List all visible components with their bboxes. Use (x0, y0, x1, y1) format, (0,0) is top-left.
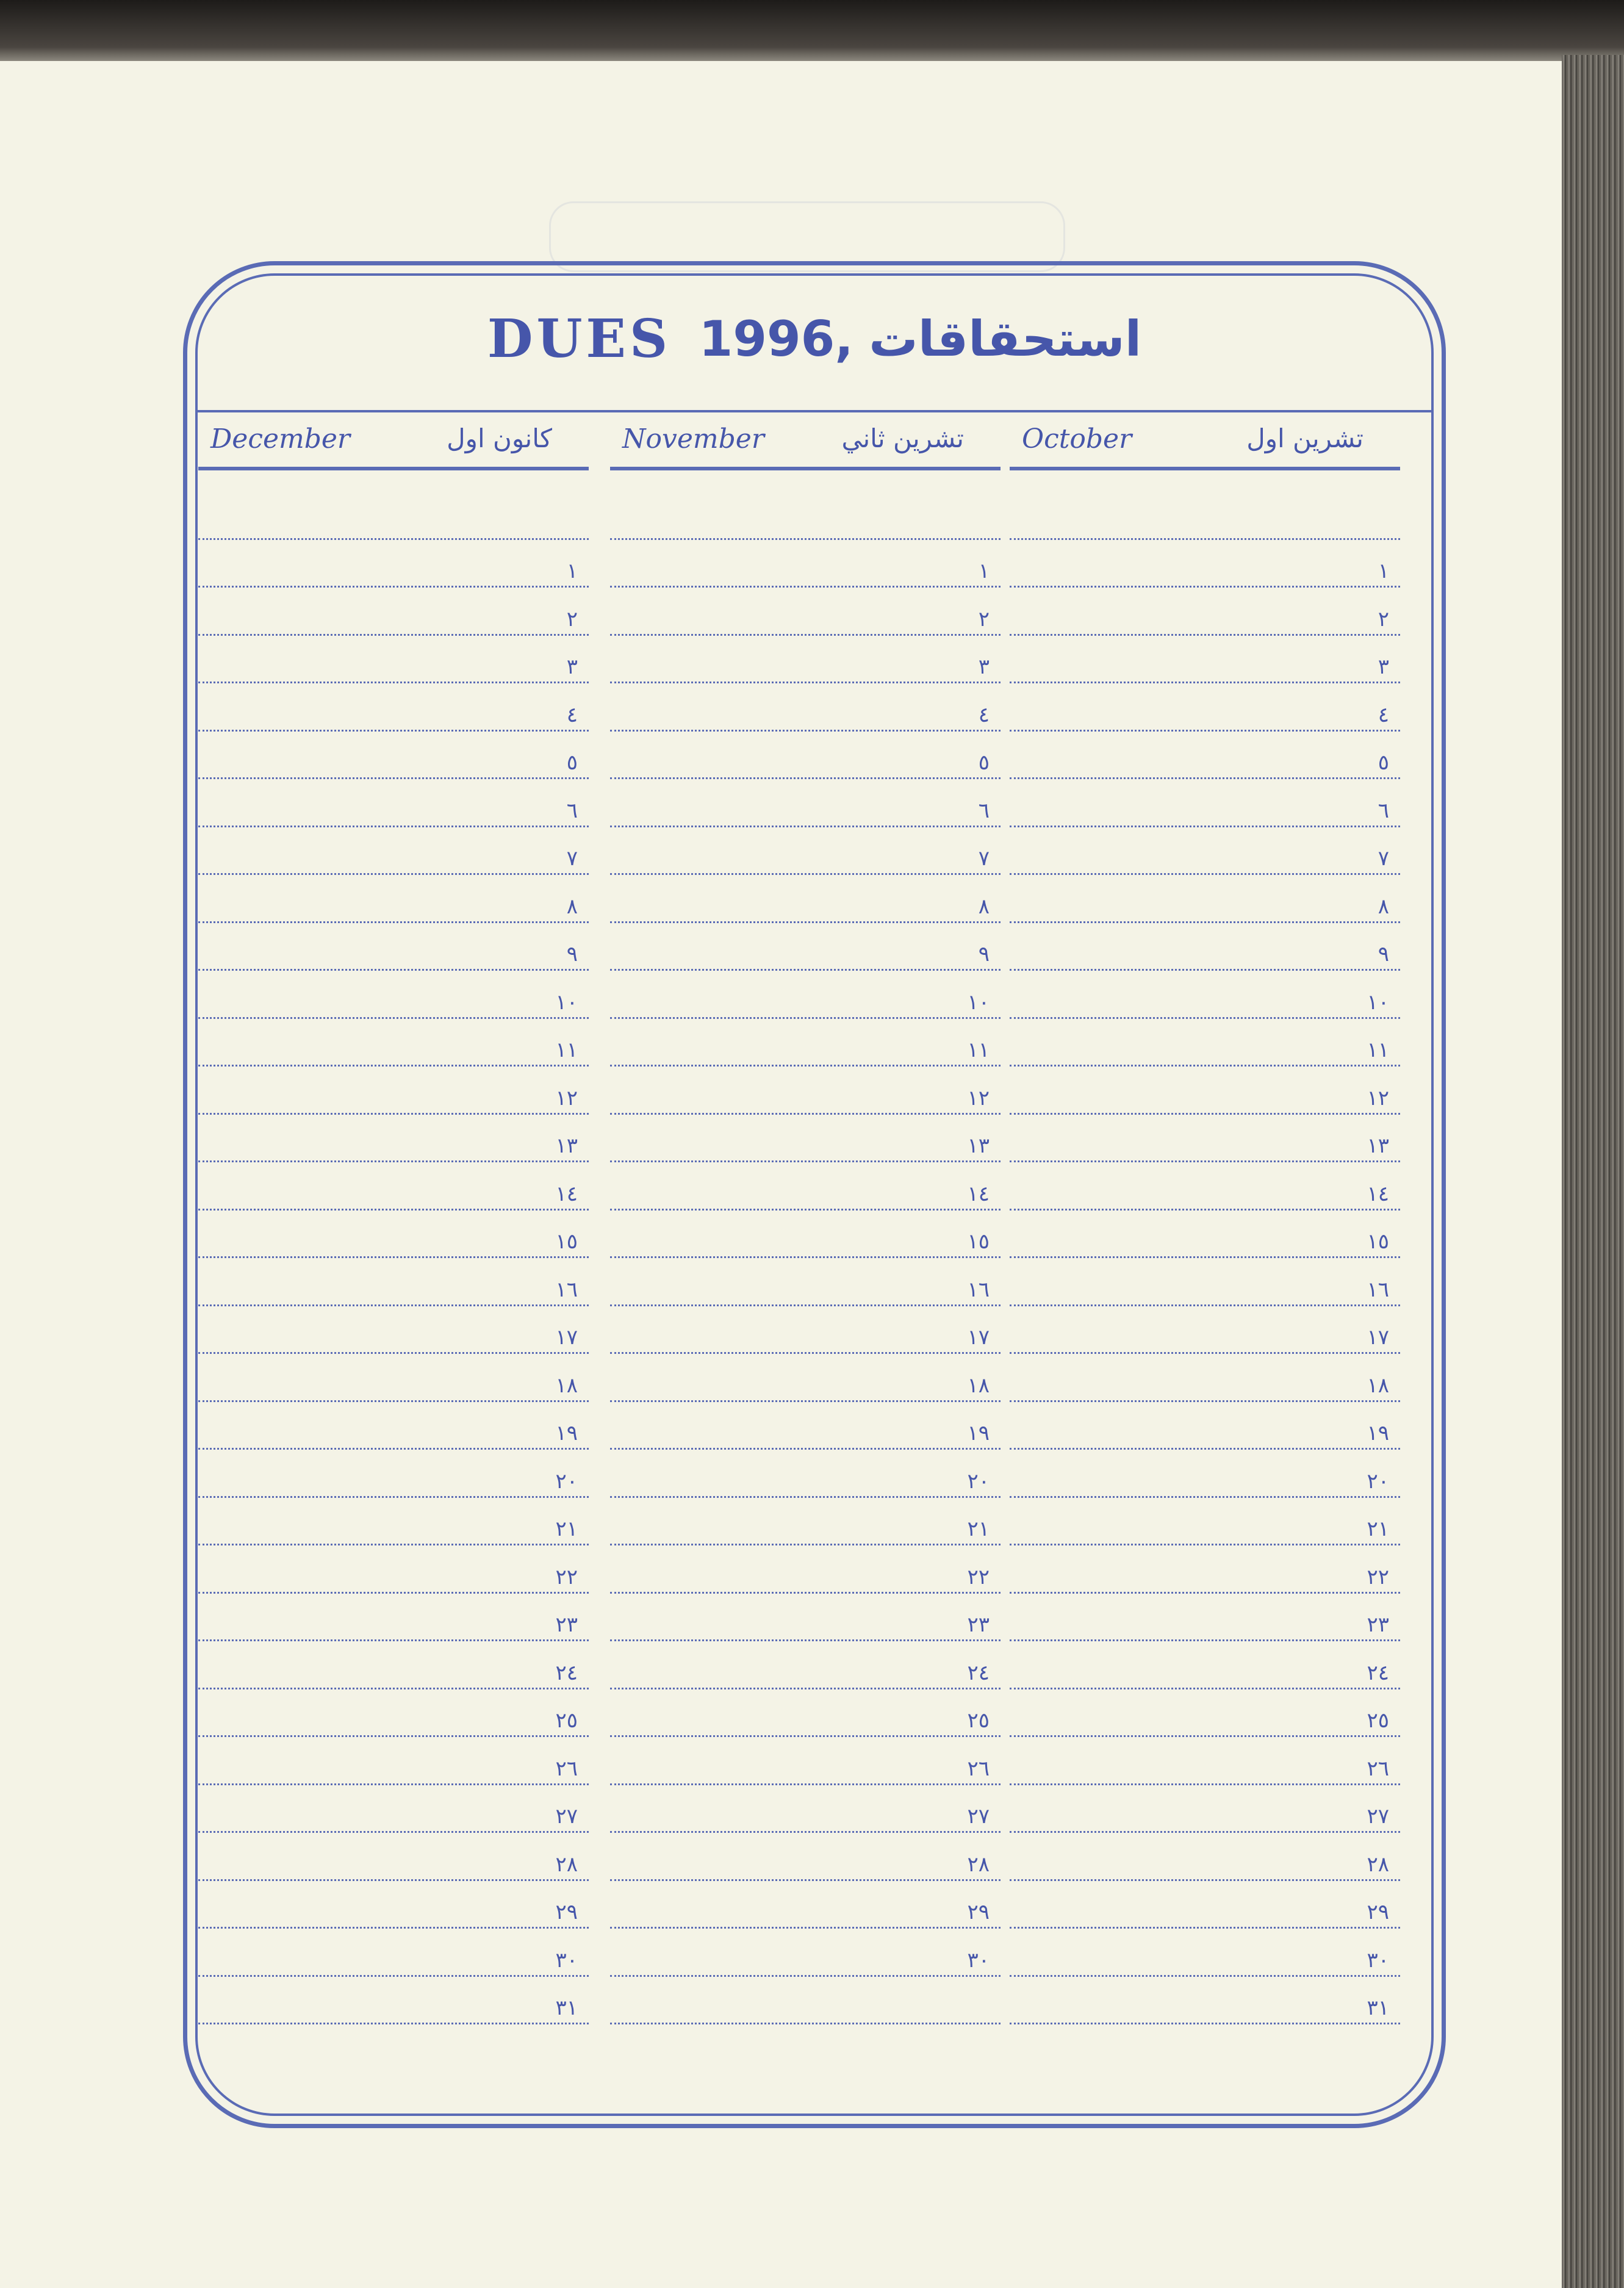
day-number: ٦ (978, 798, 990, 823)
day-row[interactable] (610, 1785, 1001, 1833)
day-row[interactable] (1010, 875, 1400, 923)
page-edge (1562, 55, 1624, 2288)
day-row[interactable] (1010, 540, 1400, 588)
day-row[interactable] (610, 1498, 1001, 1546)
day-number: ٣ (978, 655, 990, 679)
day-number: ٢٥ (1367, 1708, 1389, 1733)
month-header (198, 415, 589, 470)
day-row[interactable] (610, 1929, 1001, 1977)
day-row[interactable] (610, 492, 1001, 540)
day-number: ٧ (978, 846, 990, 871)
day-number: ٥ (1378, 750, 1389, 775)
day-row[interactable] (610, 1354, 1001, 1402)
day-number: ٧ (566, 846, 578, 871)
day-number: ١٨ (1367, 1373, 1389, 1398)
month-arabic: تشرين ثاني (841, 423, 964, 453)
day-number: ١٣ (967, 1134, 990, 1158)
day-row[interactable] (198, 827, 589, 876)
day-row[interactable] (198, 1498, 589, 1546)
day-number: ٦ (1378, 798, 1389, 823)
day-row[interactable] (1010, 1115, 1400, 1163)
day-row[interactable] (1010, 1162, 1400, 1211)
day-row[interactable] (610, 1594, 1001, 1642)
day-row[interactable] (198, 1641, 589, 1689)
day-row[interactable] (1010, 1211, 1400, 1259)
day-number: ٢٠ (1367, 1469, 1389, 1494)
day-row[interactable] (198, 1929, 589, 1977)
day-number: ٨ (566, 894, 578, 919)
day-number: ٤ (1378, 702, 1389, 727)
day-number: ١٩ (967, 1421, 990, 1445)
day-row[interactable] (198, 1019, 589, 1067)
day-row[interactable] (1010, 1258, 1400, 1306)
day-rows (610, 492, 1001, 2024)
day-row[interactable] (610, 588, 1001, 636)
day-number: ١٦ (555, 1277, 578, 1302)
day-number: ٢١ (1367, 1517, 1389, 1541)
day-row[interactable] (198, 1450, 589, 1498)
header-rule (196, 410, 1432, 412)
day-number: ١١ (555, 1038, 578, 1062)
title-year: 1996, (699, 311, 853, 367)
day-row[interactable] (198, 1258, 589, 1306)
day-row[interactable] (610, 1211, 1001, 1259)
day-row[interactable] (610, 1641, 1001, 1689)
day-row[interactable] (610, 1115, 1001, 1163)
day-row[interactable] (198, 1785, 589, 1833)
day-number: ٢ (978, 606, 990, 631)
month-arabic: تشرين اول (1246, 423, 1364, 453)
day-row[interactable] (610, 779, 1001, 827)
day-number: ٢٠ (967, 1469, 990, 1494)
day-number: ٢٨ (555, 1852, 578, 1877)
day-number: ٣١ (555, 1996, 578, 2020)
day-row[interactable] (1010, 971, 1400, 1019)
month-english: October (1022, 423, 1132, 455)
day-number: ٣٠ (967, 1948, 990, 1973)
day-number: ٢٩ (967, 1900, 990, 1924)
day-row[interactable] (1010, 1977, 1400, 2025)
month-header (1010, 415, 1400, 470)
day-number: ٩ (978, 942, 990, 966)
day-number: ١٤ (1367, 1181, 1389, 1206)
day-row[interactable] (610, 636, 1001, 684)
day-number: ٢١ (555, 1517, 578, 1541)
day-number: ٥ (978, 750, 990, 775)
day-row[interactable] (1010, 1067, 1400, 1115)
day-number: ٦ (566, 798, 578, 823)
day-number: ٣٠ (555, 1948, 578, 1973)
day-row[interactable] (1010, 1402, 1400, 1450)
day-number: ١٩ (555, 1421, 578, 1445)
day-row[interactable] (198, 875, 589, 923)
day-row[interactable] (1010, 1737, 1400, 1785)
day-row[interactable] (1010, 1306, 1400, 1354)
day-row[interactable] (610, 1450, 1001, 1498)
month-english: December (210, 423, 350, 455)
month-column-october (1010, 415, 1400, 2024)
day-row[interactable] (1010, 636, 1400, 684)
day-number: ٢٤ (1367, 1660, 1389, 1685)
day-row[interactable] (198, 540, 589, 588)
day-number: ٨ (978, 894, 990, 919)
day-row[interactable] (610, 732, 1001, 780)
day-number: ٣ (1378, 655, 1389, 679)
day-number: ٤ (566, 702, 578, 727)
day-row[interactable] (610, 1545, 1001, 1594)
day-number: ١٢ (1367, 1085, 1389, 1110)
day-row[interactable] (198, 1594, 589, 1642)
day-number: ٩ (1378, 942, 1389, 966)
day-row[interactable] (198, 683, 589, 732)
day-row[interactable] (610, 1833, 1001, 1881)
day-row[interactable] (198, 1833, 589, 1881)
day-number: ١٧ (1367, 1325, 1389, 1350)
day-number: ١٢ (967, 1085, 990, 1110)
day-row[interactable] (198, 779, 589, 827)
day-number: ١٧ (967, 1325, 990, 1350)
day-row[interactable] (1010, 1354, 1400, 1402)
day-number: ٢٩ (555, 1900, 578, 1924)
day-rows (198, 492, 589, 2024)
day-row[interactable] (610, 540, 1001, 588)
day-number: ١٥ (967, 1229, 990, 1254)
day-row[interactable] (1010, 1450, 1400, 1498)
day-row[interactable] (1010, 1785, 1400, 1833)
day-number: ١٤ (555, 1181, 578, 1206)
day-number: ١٠ (555, 990, 578, 1015)
day-row[interactable] (610, 923, 1001, 971)
day-number: ٣١ (1367, 1996, 1389, 2020)
day-number: ٢٧ (967, 1804, 990, 1829)
day-number: ١ (566, 559, 578, 583)
day-row[interactable] (198, 588, 589, 636)
day-number: ٢٤ (967, 1660, 990, 1685)
day-row[interactable] (198, 1115, 589, 1163)
day-row[interactable] (610, 1977, 1001, 2025)
day-row[interactable] (198, 1881, 589, 1929)
day-number: ١ (1378, 559, 1389, 583)
day-row[interactable] (610, 1881, 1001, 1929)
day-number: ٢٢ (967, 1564, 990, 1589)
day-row[interactable] (1010, 1833, 1400, 1881)
day-row[interactable] (198, 1689, 589, 1738)
day-row[interactable] (610, 827, 1001, 876)
day-row[interactable] (1010, 1641, 1400, 1689)
day-number: ١٦ (1367, 1277, 1389, 1302)
day-row[interactable] (1010, 588, 1400, 636)
day-number: ٩ (566, 942, 578, 966)
day-number: ٢٦ (555, 1756, 578, 1781)
day-number: ٢٥ (967, 1708, 990, 1733)
day-row[interactable] (1010, 1545, 1400, 1594)
day-row[interactable] (1010, 732, 1400, 780)
day-number: ٢٦ (967, 1756, 990, 1781)
day-number: ٢٧ (555, 1804, 578, 1829)
day-number: ٢٨ (1367, 1852, 1389, 1877)
day-number: ١٧ (555, 1325, 578, 1350)
day-row[interactable] (198, 1545, 589, 1594)
day-number: ٣ (566, 655, 578, 679)
day-number: ١ (978, 559, 990, 583)
day-row[interactable] (1010, 492, 1400, 540)
title-arabic: استحقاقات (869, 311, 1142, 367)
day-row[interactable] (198, 1977, 589, 2025)
day-number: ٢٨ (967, 1852, 990, 1877)
day-row[interactable] (198, 1306, 589, 1354)
day-row[interactable] (610, 1019, 1001, 1067)
day-number: ٤ (978, 702, 990, 727)
day-row[interactable] (198, 492, 589, 540)
day-row[interactable] (198, 732, 589, 780)
day-number: ٢٣ (555, 1613, 578, 1637)
day-row[interactable] (610, 1689, 1001, 1738)
day-row[interactable] (610, 1067, 1001, 1115)
day-number: ١٢ (555, 1085, 578, 1110)
day-row[interactable] (610, 1737, 1001, 1785)
day-number: ٧ (1378, 846, 1389, 871)
day-row[interactable] (1010, 1881, 1400, 1929)
day-row[interactable] (610, 1162, 1001, 1211)
page-title (195, 308, 1434, 370)
day-number: ١٣ (1367, 1134, 1389, 1158)
day-number: ٢٢ (1367, 1564, 1389, 1589)
day-number: ٢٣ (967, 1613, 990, 1637)
day-number: ١٦ (967, 1277, 990, 1302)
day-row[interactable] (1010, 1929, 1400, 1977)
day-row[interactable] (198, 923, 589, 971)
day-number: ١٤ (967, 1181, 990, 1206)
day-row[interactable] (198, 1211, 589, 1259)
day-number: ٢٧ (1367, 1804, 1389, 1829)
day-row[interactable] (198, 971, 589, 1019)
day-rows (1010, 492, 1400, 2024)
day-row[interactable] (1010, 1019, 1400, 1067)
day-number: ١٠ (1367, 990, 1389, 1015)
day-number: ٢٤ (555, 1660, 578, 1685)
day-row[interactable] (198, 1067, 589, 1115)
day-number: ٣٠ (1367, 1948, 1389, 1973)
day-row[interactable] (610, 1402, 1001, 1450)
month-english: November (622, 423, 764, 455)
day-number: ١٥ (555, 1229, 578, 1254)
day-row[interactable] (198, 1737, 589, 1785)
day-number: ٢٦ (1367, 1756, 1389, 1781)
day-row[interactable] (1010, 1689, 1400, 1738)
day-number: ٢ (566, 606, 578, 631)
day-number: ٢١ (967, 1517, 990, 1541)
day-number: ١٥ (1367, 1229, 1389, 1254)
day-row[interactable] (610, 683, 1001, 732)
day-number: ١٨ (967, 1373, 990, 1398)
day-row[interactable] (1010, 1498, 1400, 1546)
day-row[interactable] (610, 875, 1001, 923)
day-number: ١٩ (1367, 1421, 1389, 1445)
day-row[interactable] (198, 1162, 589, 1211)
day-row[interactable] (610, 971, 1001, 1019)
day-number: ٢٥ (555, 1708, 578, 1733)
day-number: ٢٣ (1367, 1613, 1389, 1637)
day-number: ٥ (566, 750, 578, 775)
day-number: ١٠ (967, 990, 990, 1015)
day-row[interactable] (198, 1402, 589, 1450)
day-row[interactable] (198, 636, 589, 684)
day-row[interactable] (1010, 827, 1400, 876)
day-number: ٢٠ (555, 1469, 578, 1494)
day-row[interactable] (198, 1354, 589, 1402)
day-number: ٢ (1378, 606, 1389, 631)
day-number: ١٣ (555, 1134, 578, 1158)
day-number: ١١ (1367, 1038, 1389, 1062)
day-row[interactable] (1010, 923, 1400, 971)
day-row[interactable] (1010, 1594, 1400, 1642)
top-shadow (0, 0, 1624, 67)
day-row[interactable] (610, 1258, 1001, 1306)
day-row[interactable] (1010, 683, 1400, 732)
day-number: ٨ (1378, 894, 1389, 919)
day-number: ٢٩ (1367, 1900, 1389, 1924)
day-number: ١٨ (555, 1373, 578, 1398)
day-number: ٢٢ (555, 1564, 578, 1589)
day-row[interactable] (1010, 779, 1400, 827)
title-english: DUES (487, 308, 672, 370)
month-header (610, 415, 1001, 470)
day-number: ١١ (967, 1038, 990, 1062)
day-row[interactable] (610, 1306, 1001, 1354)
month-column-december (198, 415, 589, 2024)
month-column-november (610, 415, 1001, 2024)
month-arabic: كانون اول (447, 423, 552, 453)
